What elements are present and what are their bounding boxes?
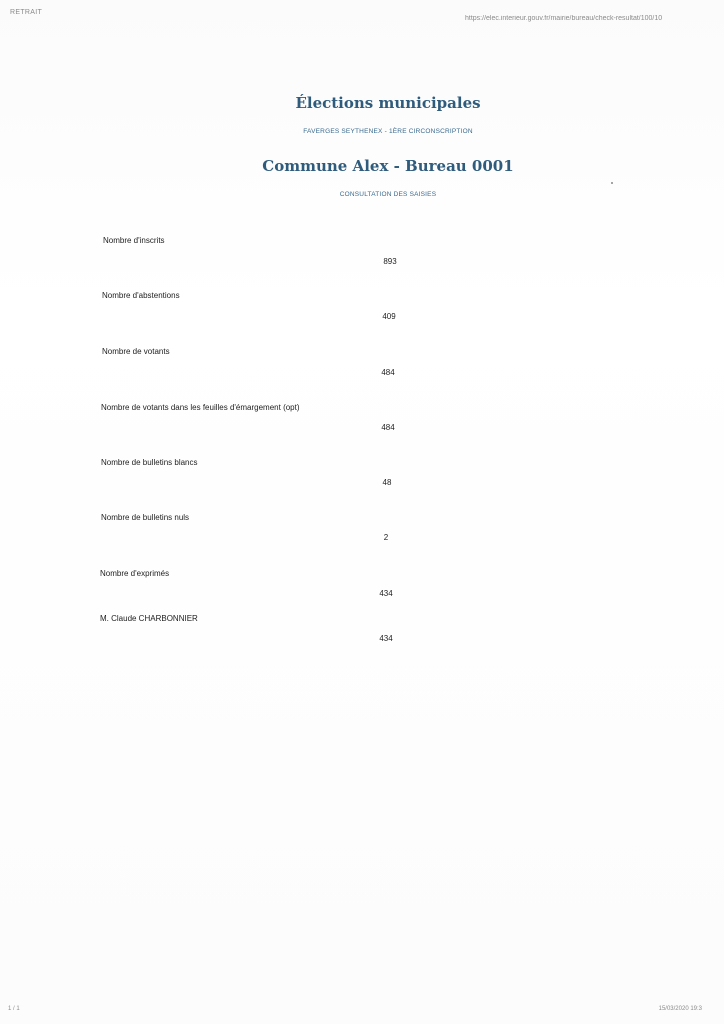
commune-title: Commune Alex - Bureau 0001: [262, 157, 514, 175]
field-value-inscrits: 893: [383, 257, 397, 266]
field-value-emargement: 484: [381, 423, 395, 432]
page-subtitle: FAVERGES SEYTHENEX - 1ÈRE CIRCONSCRIPTION: [303, 128, 473, 135]
field-value-exprimes: 434: [379, 589, 393, 598]
field-label-votants: Nombre de votants: [102, 347, 170, 356]
scan-footer-right: 15/03/2020 19:3: [658, 1006, 702, 1012]
page-title: Élections municipales: [295, 94, 481, 112]
scan-header-left: RETRAIT: [10, 9, 43, 16]
field-value-abstentions: 409: [382, 312, 396, 321]
scan-footer-left: 1 / 1: [8, 1006, 20, 1012]
candidate-value: 434: [379, 634, 393, 643]
candidate-label: M. Claude CHARBONNIER: [100, 614, 198, 623]
field-label-inscrits: Nombre d'inscrits: [103, 236, 165, 245]
scan-header-url: https://elec.interieur.gouv.fr/mairie/bureau/check-resultat/100/10: [465, 15, 663, 22]
field-value-votants: 484: [381, 368, 395, 377]
section-title: CONSULTATION DES SAISIES: [339, 191, 437, 198]
field-label-blancs: Nombre de bulletins blancs: [101, 458, 198, 467]
field-value-blancs: 48: [382, 478, 392, 487]
field-label-exprimes: Nombre d'exprimés: [100, 569, 170, 578]
scan-speck: [611, 182, 613, 184]
field-label-abstentions: Nombre d'abstentions: [102, 291, 180, 300]
field-label-emargement: Nombre de votants dans les feuilles d'émargement (opt): [101, 403, 300, 412]
field-label-nuls: Nombre de bulletins nuls: [101, 513, 190, 522]
field-value-nuls: 2: [383, 533, 389, 542]
